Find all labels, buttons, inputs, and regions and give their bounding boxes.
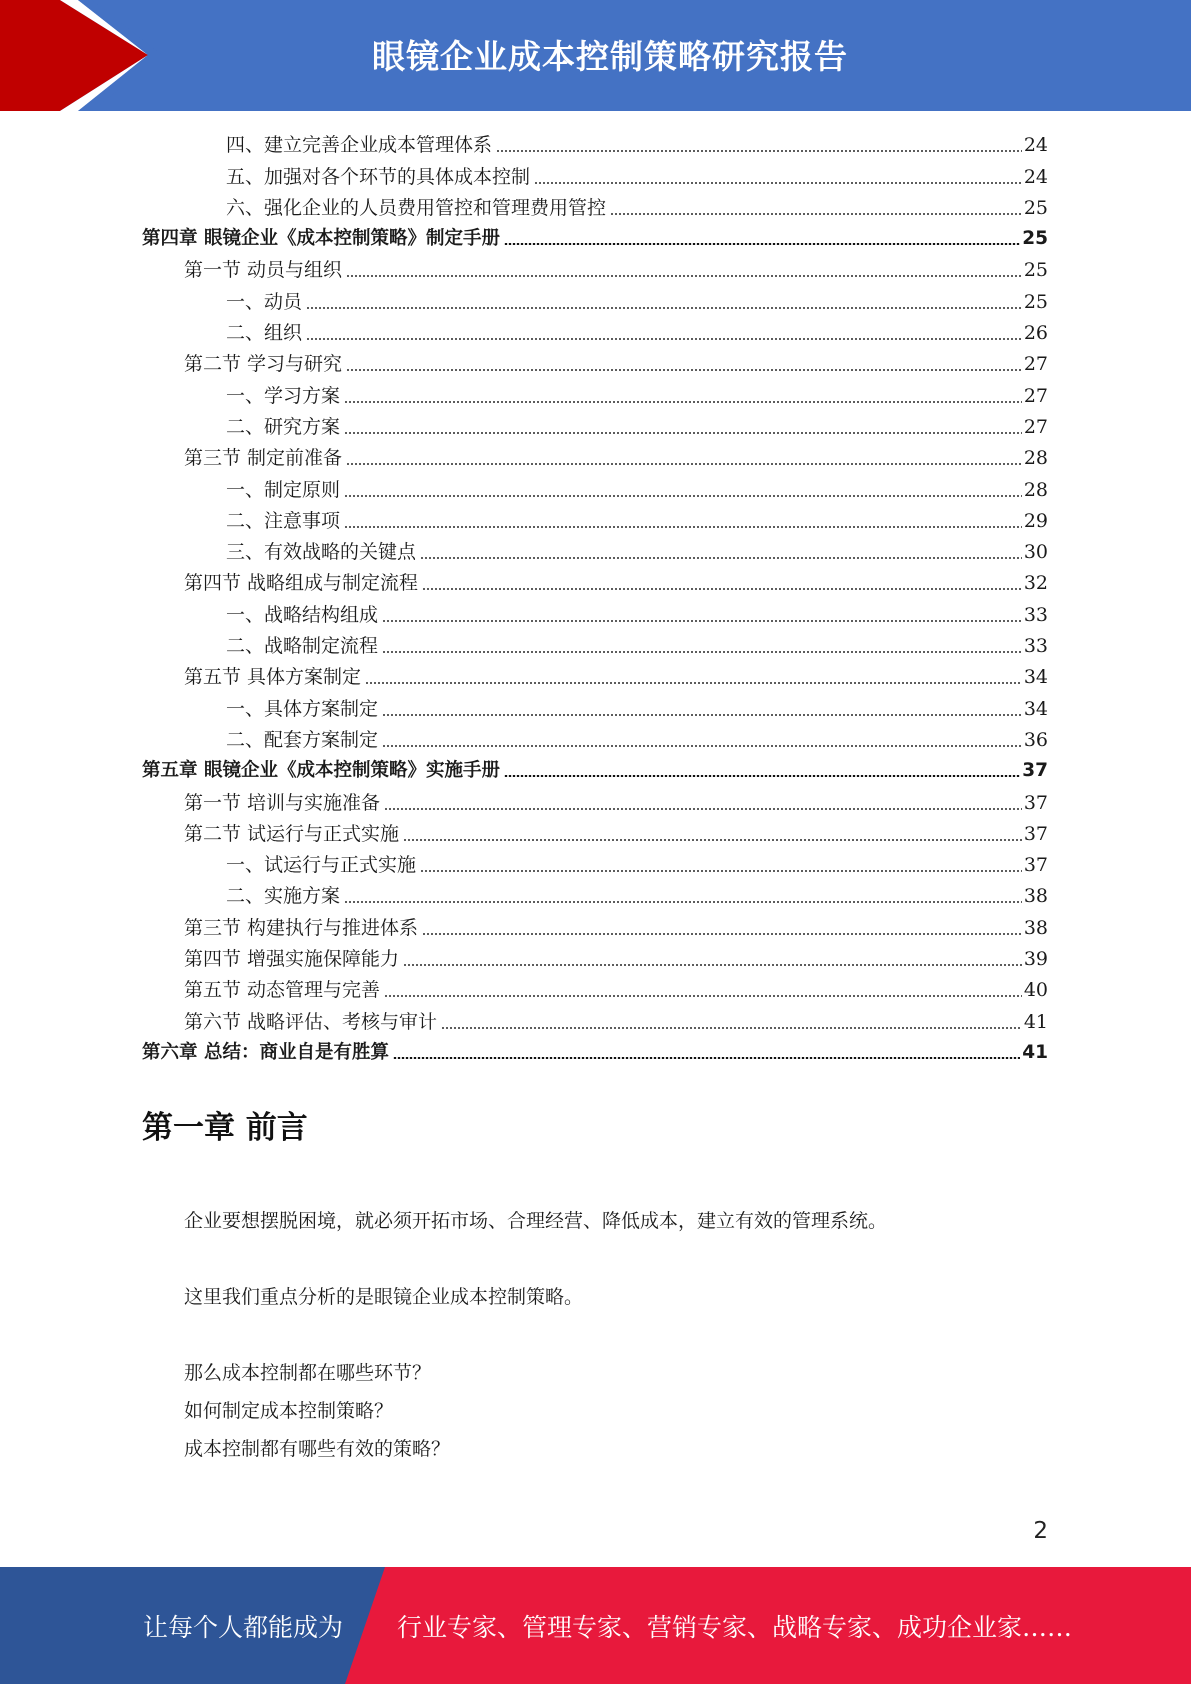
toc-subsection-entry[interactable]: [142, 723, 1048, 754]
paragraph: 企业要想摆脱困境，就必须开拓市场、合理经营、降低成本，建立有效的管理系统。: [184, 1210, 888, 1232]
toc-subsection-entry[interactable]: [142, 629, 1048, 660]
toc-section-entry[interactable]: [142, 566, 1048, 597]
toc-section-entry[interactable]: [142, 253, 1048, 284]
toc-dot-leader: [306, 338, 1022, 340]
toc-section-entry[interactable]: [142, 1004, 1048, 1035]
toc-subsection-entry[interactable]: [142, 159, 1048, 190]
footer-slogan-left: 让每个人都能成为: [143, 1612, 344, 1642]
toc-section-entry[interactable]: [142, 973, 1048, 1004]
paragraph: 这里我们重点分析的是眼镜企业成本控制策略。: [184, 1286, 584, 1308]
toc-entry-label: 四、建立完善企业成本管理体系: [226, 134, 493, 157]
toc-entry-label: 六、强化企业的人员费用管控和管理费用管控: [226, 196, 607, 219]
toc-subsection-entry[interactable]: [142, 316, 1048, 347]
toc-subsection-entry[interactable]: [142, 410, 1048, 441]
toc-entry-page: 33: [1023, 635, 1048, 658]
toc-entry-page: 37: [1023, 854, 1048, 877]
toc-entry-label: 五、加强对各个环节的具体成本控制: [226, 165, 531, 188]
toc-entry-page: 24: [1023, 134, 1048, 157]
toc-entry-label: 一、制定原则: [226, 478, 341, 501]
toc-entry-label: 一、动员: [226, 290, 303, 313]
toc-dot-leader: [344, 401, 1022, 403]
toc-dot-leader: [382, 714, 1022, 716]
paragraph: 成本控制都有哪些有效的策略？: [184, 1438, 451, 1460]
toc-dot-leader: [422, 933, 1022, 935]
toc-entry-label: 第四章 眼镜企业《成本控制策略》制定手册: [142, 228, 500, 250]
toc-entry-page: 38: [1023, 916, 1048, 939]
toc-entry-page: 41: [1022, 1041, 1048, 1063]
toc-dot-leader: [384, 808, 1022, 810]
toc-entry-page: 39: [1023, 948, 1048, 971]
toc-dot-leader: [344, 526, 1022, 528]
toc-entry-page: 25: [1023, 259, 1048, 282]
toc-dot-leader: [496, 150, 1022, 152]
toc-section-entry[interactable]: [142, 347, 1048, 378]
toc-entry-page: 37: [1023, 791, 1048, 814]
toc-entry-label: 第二节 试运行与正式实施: [184, 822, 400, 845]
toc-entry-label: 二、配套方案制定: [226, 728, 379, 751]
toc-dot-leader: [403, 839, 1022, 841]
toc-entry-label: 三、有效战略的关键点: [226, 541, 417, 564]
toc-dot-leader: [441, 1027, 1022, 1029]
toc-entry-page: 37: [1023, 822, 1048, 845]
toc-entry-page: 28: [1023, 478, 1048, 501]
toc-entry-label: 二、研究方案: [226, 415, 341, 438]
toc-dot-leader: [610, 213, 1022, 215]
toc-subsection-entry[interactable]: [142, 535, 1048, 566]
toc-entry-label: 第六节 战略评估、考核与审计: [184, 1010, 438, 1033]
toc-entry-page: 27: [1023, 415, 1048, 438]
toc-entry-page: 32: [1023, 572, 1048, 595]
toc-dot-leader: [306, 307, 1022, 309]
toc-subsection-entry[interactable]: [142, 284, 1048, 315]
toc-dot-leader: [382, 745, 1022, 747]
toc-subsection-entry[interactable]: [142, 879, 1048, 910]
toc-entry-label: 二、战略制定流程: [226, 635, 379, 658]
toc-entry-label: 第一节 培训与实施准备: [184, 791, 381, 814]
toc-dot-leader: [346, 463, 1022, 465]
toc-entry-label: 第三节 制定前准备: [184, 447, 343, 470]
toc-entry-label: 一、战略结构组成: [226, 603, 379, 626]
section-heading: 第一章 前言: [142, 1110, 308, 1146]
toc-entry-page: 25: [1023, 290, 1048, 313]
toc-dot-leader: [344, 495, 1022, 497]
toc-subsection-entry[interactable]: [142, 848, 1048, 879]
toc-entry-page: 34: [1023, 666, 1048, 689]
toc-section-entry[interactable]: [142, 441, 1048, 472]
toc-entry-label: 第五节 具体方案制定: [184, 666, 362, 689]
paragraph: 那么成本控制都在哪些环节？: [184, 1362, 432, 1384]
document-title: 眼镜企业成本控制策略研究报告: [372, 36, 848, 76]
toc-entry-page: 27: [1023, 384, 1048, 407]
toc-entry-label: 第四节 增强实施保障能力: [184, 948, 400, 971]
toc-entry-label: 第六章 总结：商业自是有胜算: [142, 1041, 389, 1063]
toc-dot-leader: [504, 775, 1020, 778]
toc-dot-leader: [384, 995, 1022, 997]
toc-entry-label: 一、具体方案制定: [226, 697, 379, 720]
page-number: 2: [1033, 1518, 1048, 1544]
footer-slogan-right: 行业专家、管理专家、营销专家、战略专家、成功企业家……: [397, 1612, 1073, 1642]
toc-entry-page: 37: [1022, 760, 1048, 782]
toc-section-entry[interactable]: [142, 785, 1048, 816]
toc-entry-page: 25: [1022, 228, 1048, 250]
toc-subsection-entry[interactable]: [142, 691, 1048, 722]
page-footer: [0, 1567, 1191, 1684]
toc-dot-leader: [344, 432, 1022, 434]
toc-dot-leader: [346, 369, 1022, 371]
toc-dot-leader: [382, 651, 1022, 653]
toc-entry-page: 28: [1023, 447, 1048, 470]
toc-entry-label: 第五节 动态管理与完善: [184, 979, 381, 1002]
toc-chapter-entry[interactable]: [142, 1036, 1048, 1067]
toc-entry-page: 26: [1023, 322, 1048, 345]
toc-entry-page: 38: [1023, 885, 1048, 908]
toc-section-entry[interactable]: [142, 660, 1048, 691]
toc-entry-label: 第一节 动员与组织: [184, 259, 343, 282]
toc-dot-leader: [504, 243, 1020, 246]
toc-entry-label: 第五章 眼镜企业《成本控制策略》实施手册: [142, 760, 500, 782]
toc-dot-leader: [344, 901, 1022, 903]
toc-entry-label: 第二节 学习与研究: [184, 353, 343, 376]
toc-dot-leader: [420, 870, 1022, 872]
page-header: [0, 0, 1191, 111]
toc-entry-label: 二、注意事项: [226, 509, 341, 532]
toc-entry-label: 第四节 战略组成与制定流程: [184, 572, 419, 595]
toc-entry-page: 40: [1023, 979, 1048, 1002]
toc-subsection-entry[interactable]: [142, 597, 1048, 628]
toc-entry-label: 二、组织: [226, 322, 303, 345]
toc-chapter-entry[interactable]: [142, 222, 1048, 253]
toc-subsection-entry[interactable]: [142, 128, 1048, 159]
toc-dot-leader: [420, 557, 1022, 559]
toc-dot-leader: [365, 682, 1022, 684]
toc-section-entry[interactable]: [142, 942, 1048, 973]
toc-subsection-entry[interactable]: [142, 472, 1048, 503]
toc-dot-leader: [403, 964, 1022, 966]
toc-subsection-entry[interactable]: [142, 504, 1048, 535]
toc-entry-page: 29: [1023, 509, 1048, 532]
toc-entry-label: 二、实施方案: [226, 885, 341, 908]
toc-subsection-entry[interactable]: [142, 191, 1048, 222]
toc-entry-label: 第三节 构建执行与推进体系: [184, 916, 419, 939]
toc-section-entry[interactable]: [142, 910, 1048, 941]
toc-entry-page: 24: [1023, 165, 1048, 188]
toc-entry-page: 27: [1023, 353, 1048, 376]
toc-dot-leader: [382, 620, 1022, 622]
toc-entry-label: 一、试运行与正式实施: [226, 854, 417, 877]
toc-entry-page: 33: [1023, 603, 1048, 626]
paragraph: 如何制定成本控制策略？: [184, 1400, 394, 1422]
toc-dot-leader: [422, 588, 1022, 590]
toc-chapter-entry[interactable]: [142, 754, 1048, 785]
toc-dot-leader: [534, 182, 1022, 184]
table-of-contents: [142, 128, 1048, 1067]
toc-entry-label: 一、学习方案: [226, 384, 341, 407]
toc-entry-page: 36: [1023, 728, 1048, 751]
toc-entry-page: 34: [1023, 697, 1048, 720]
toc-entry-page: 25: [1023, 196, 1048, 219]
toc-section-entry[interactable]: [142, 817, 1048, 848]
toc-subsection-entry[interactable]: [142, 378, 1048, 409]
toc-entry-page: 41: [1023, 1010, 1048, 1033]
toc-dot-leader: [393, 1057, 1020, 1060]
toc-dot-leader: [346, 275, 1022, 277]
toc-entry-page: 30: [1023, 541, 1048, 564]
